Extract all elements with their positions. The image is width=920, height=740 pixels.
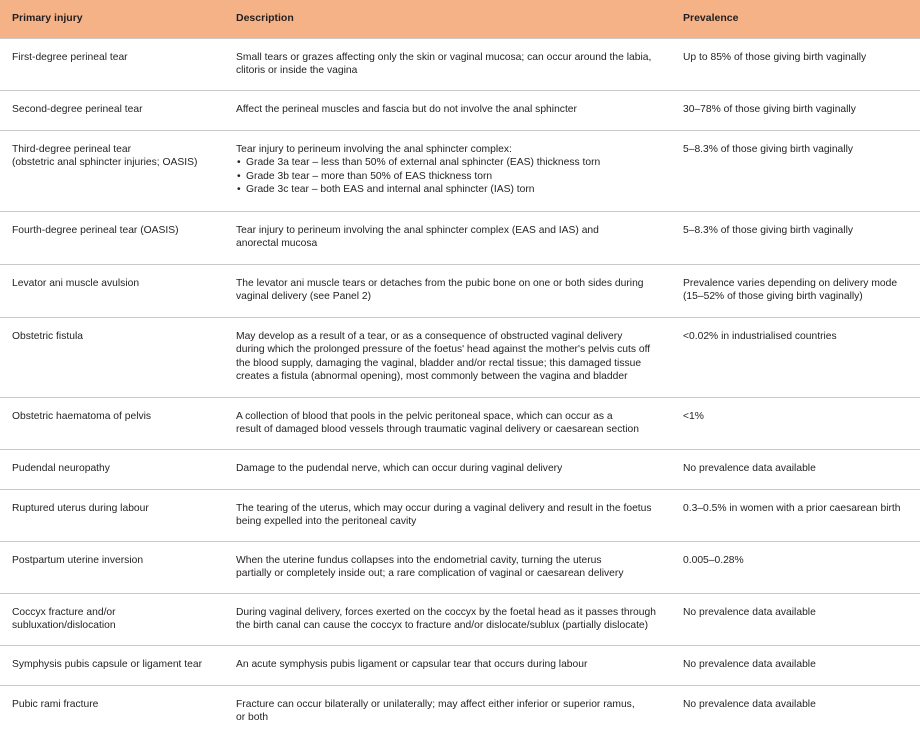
cell-prevalence-line: 5–8.3% of those giving birth vaginally <box>683 224 854 236</box>
table-row <box>0 397 920 449</box>
cell-injury-line: First-degree perineal tear <box>12 51 128 63</box>
cell-injury-line: Obstetric haematoma of pelvis <box>12 410 152 422</box>
table-row <box>0 317 920 397</box>
cell-injury <box>0 211 224 264</box>
table-body <box>0 38 920 730</box>
cell-description-line: An acute symphysis pubis ligament or capsular tear that occurs during labour <box>236 658 588 670</box>
cell-description-line: Small tears or grazes affecting only the skin or vaginal mucosa; can occur around the labia, <box>236 51 652 63</box>
cell-prevalence <box>671 593 920 645</box>
cell-description-line: Tear injury to perineum involving the anal sphincter complex (EAS and IAS) and <box>236 224 599 236</box>
table-row <box>0 38 920 90</box>
cell-injury <box>0 397 224 449</box>
cell-prevalence-line: (15–52% of those giving birth vaginally) <box>683 291 863 302</box>
cell-injury <box>0 38 224 90</box>
header-row <box>0 0 920 38</box>
cell-description-line: During vaginal delivery, forces exerted on the coccyx by the foetal head as it passes through <box>236 606 656 618</box>
cell-prevalence <box>671 317 920 397</box>
cell-prevalence-line: No prevalence data available <box>683 658 816 670</box>
table-row <box>0 489 920 541</box>
cell-description-line: creates a fistula (abnormal opening), most commonly between the vagina and bladder <box>236 371 628 382</box>
cell-description-line: The levator ani muscle tears or detaches from the pubic bone on one or both sides during <box>236 277 644 289</box>
cell-injury <box>0 449 224 489</box>
cell-prevalence <box>671 38 920 90</box>
table-row <box>0 264 920 317</box>
cell-injury-line: Symphysis pubis capsule or ligament tear <box>12 658 203 670</box>
cell-description <box>224 685 671 730</box>
cell-injury <box>0 317 224 397</box>
cell-prevalence <box>671 130 920 211</box>
grade-list-item: • Grade 3c tear – both EAS and internal anal sphincter (IAS) torn <box>246 183 665 197</box>
cell-description-line: May develop as a result of a tear, or as a consequence of obstructed vaginal delivery <box>236 330 623 342</box>
cell-prevalence <box>671 685 920 730</box>
cell-description-line: anorectal mucosa <box>236 238 318 249</box>
cell-description-line: being expelled into the peritoneal cavity <box>236 516 417 527</box>
cell-prevalence <box>671 90 920 130</box>
cell-prevalence <box>671 211 920 264</box>
cell-description-line: Affect the perineal muscles and fascia but do not involve the anal sphincter <box>236 103 577 115</box>
cell-prevalence-line: 0.005–0.28% <box>683 554 744 566</box>
table-row <box>0 449 920 489</box>
cell-prevalence-line: Up to 85% of those giving birth vaginally <box>683 51 867 63</box>
cell-description-line: partially or completely inside out; a rare complication of vaginal or caesarean delivery <box>236 568 624 579</box>
cell-description-line: The tearing of the uterus, which may occur during a vaginal delivery and result in the foetus <box>236 502 652 514</box>
cell-description-line: A collection of blood that pools in the pelvic peritoneal space, which can occur as a <box>236 410 613 422</box>
table-row <box>0 685 920 730</box>
cell-injury <box>0 264 224 317</box>
cell-description-line: result of damaged blood vessels through traumatic vaginal delivery or caesarean section <box>236 424 639 435</box>
cell-description <box>224 317 671 397</box>
cell-description <box>224 645 671 685</box>
cell-prevalence-line: Prevalence varies depending on delivery mode <box>683 277 898 289</box>
cell-injury <box>0 489 224 541</box>
cell-description <box>224 264 671 317</box>
cell-injury-line: (obstetric anal sphincter injuries; OASIS) <box>12 157 198 168</box>
cell-description-line: or both <box>236 712 269 723</box>
cell-prevalence-line: <0.02% in industrialised countries <box>683 330 837 342</box>
cell-injury <box>0 593 224 645</box>
cell-description <box>224 90 671 130</box>
cell-description-line: Damage to the pudendal nerve, which can occur during vaginal delivery <box>236 462 563 474</box>
cell-description-line: Tear injury to perineum involving the anal sphincter complex: <box>236 143 512 155</box>
cell-prevalence-line: No prevalence data available <box>683 606 816 618</box>
cell-prevalence-line: 0.3–0.5% in women with a prior caesarean birth <box>683 502 901 514</box>
header-description: Description <box>224 0 671 38</box>
grade-list-item: • Grade 3b tear – more than 50% of EAS thickness torn <box>246 170 665 184</box>
cell-description <box>224 593 671 645</box>
cell-injury-line: Second-degree perineal tear <box>12 103 143 115</box>
cell-prevalence <box>671 449 920 489</box>
table-row <box>0 130 920 211</box>
cell-injury <box>0 645 224 685</box>
cell-description-line: When the uterine fundus collapses into the endometrial cavity, turning the uterus <box>236 554 602 566</box>
cell-prevalence-line: No prevalence data available <box>683 698 816 710</box>
cell-description-line: vaginal delivery (see Panel 2) <box>236 291 372 302</box>
cell-injury-line: Obstetric fistula <box>12 330 83 342</box>
cell-description <box>224 541 671 593</box>
cell-injury-line: Coccyx fracture and/or <box>12 606 116 618</box>
cell-description-line: the birth canal can cause the coccyx to fracture and/or dislocate/sublux (partially dislocate) <box>236 620 649 631</box>
cell-prevalence-line: <1% <box>683 410 704 422</box>
cell-injury-line: Fourth-degree perineal tear (OASIS) <box>12 224 179 236</box>
cell-description <box>224 489 671 541</box>
header-primary-injury: Primary injury <box>0 0 224 38</box>
table-row <box>0 211 920 264</box>
table-row <box>0 593 920 645</box>
cell-injury-line: Levator ani muscle avulsion <box>12 277 140 289</box>
grade-list <box>236 156 665 197</box>
header-prevalence: Prevalence <box>671 0 920 38</box>
cell-description <box>224 38 671 90</box>
table-row <box>0 541 920 593</box>
cell-injury <box>0 130 224 211</box>
table-header <box>0 0 920 38</box>
cell-prevalence <box>671 397 920 449</box>
cell-injury <box>0 90 224 130</box>
cell-description-line: during which the prolonged pressure of the foetus' head against the mother's pelvis cuts off <box>236 344 651 355</box>
cell-injury-line: Postpartum uterine inversion <box>12 554 144 566</box>
cell-prevalence <box>671 264 920 317</box>
cell-injury-line: Pudendal neuropathy <box>12 462 110 474</box>
cell-description-line: the blood supply, damaging the vaginal, bladder and/or rectal tissue; this damaged tissue <box>236 357 642 369</box>
cell-description <box>224 130 671 211</box>
cell-injury-line: subluxation/dislocation <box>12 620 116 631</box>
cell-prevalence-line: No prevalence data available <box>683 462 816 474</box>
cell-injury <box>0 541 224 593</box>
cell-description-line: clitoris or inside the vagina <box>236 65 358 76</box>
cell-description <box>224 449 671 489</box>
cell-prevalence <box>671 489 920 541</box>
cell-injury <box>0 685 224 730</box>
table-row <box>0 90 920 130</box>
cell-prevalence-line: 30–78% of those giving birth vaginally <box>683 103 856 115</box>
cell-description-line: Fracture can occur bilaterally or unilaterally; may affect either inferior or superior ramus, <box>236 698 635 710</box>
cell-injury-line: Pubic rami fracture <box>12 698 99 710</box>
grade-list-item: • Grade 3a tear – less than 50% of external anal sphincter (EAS) thickness torn <box>246 156 665 170</box>
cell-prevalence <box>671 645 920 685</box>
cell-description <box>224 397 671 449</box>
table-row <box>0 645 920 685</box>
cell-prevalence <box>671 541 920 593</box>
cell-injury-line: Ruptured uterus during labour <box>12 502 149 514</box>
cell-description <box>224 211 671 264</box>
cell-injury-line: Third-degree perineal tear <box>12 143 132 155</box>
cell-prevalence-line: 5–8.3% of those giving birth vaginally <box>683 143 854 155</box>
